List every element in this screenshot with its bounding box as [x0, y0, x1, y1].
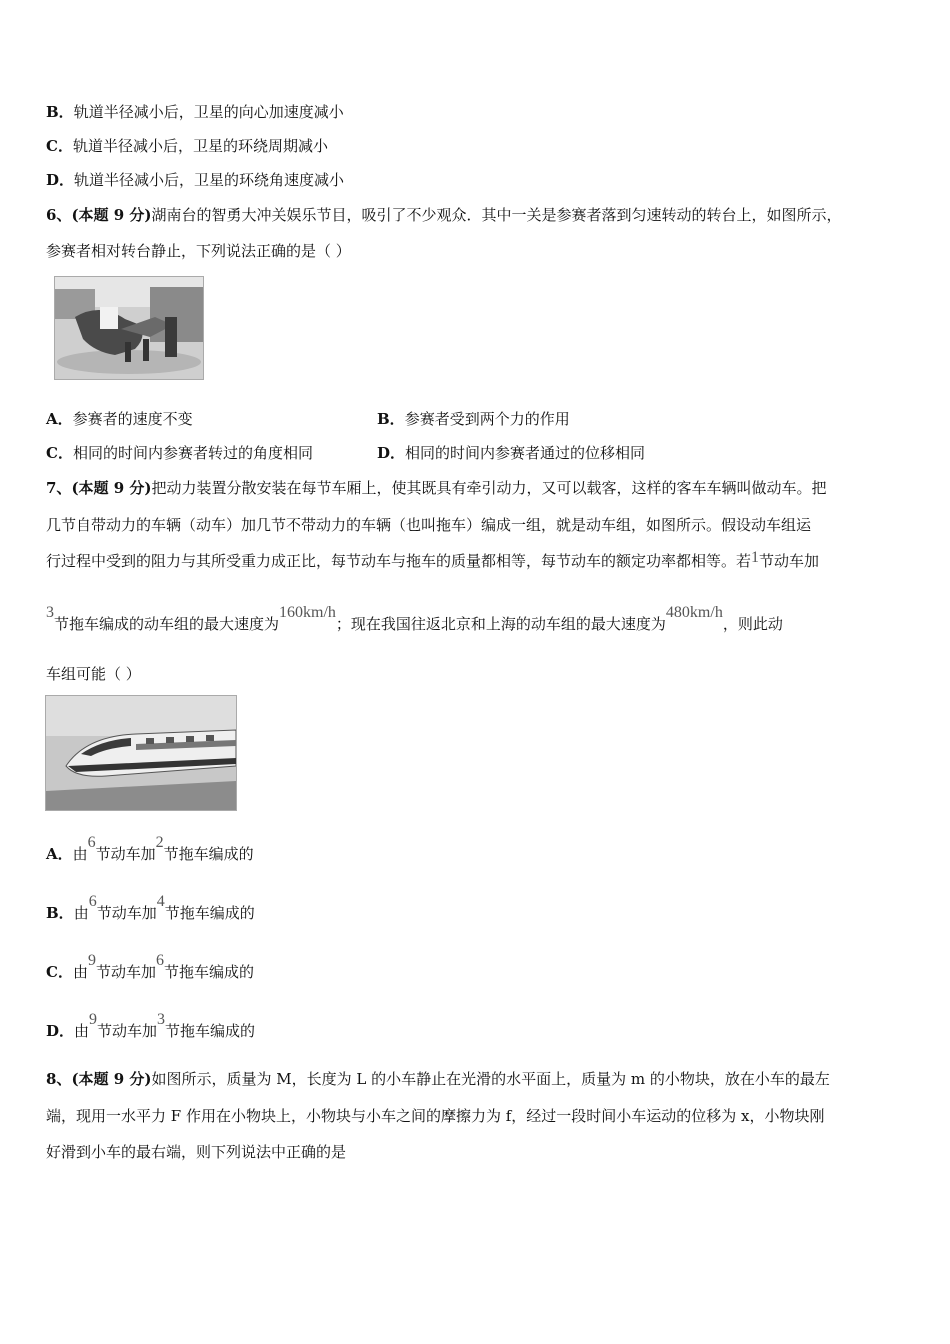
question-text: 节动车加: [759, 552, 820, 570]
option-post: 节拖车编成的: [163, 963, 254, 981]
option-label: C．: [46, 444, 73, 462]
q6-option-d[interactable]: [377, 443, 645, 463]
q6-stem-line1: [46, 205, 842, 225]
bullet-train-photo: [45, 695, 237, 811]
q7-option-b[interactable]: [46, 893, 255, 924]
option-text: 轨道半径减小后，卫星的向心加速度减小: [73, 103, 344, 121]
option-text: 相同的时间内参赛者转过的角度相同: [72, 444, 313, 462]
option-mid: 节动车加: [97, 1022, 158, 1040]
question-text: ；现在我国往返北京和上海的动车组的最大速度为: [335, 615, 666, 633]
option-pre: 由: [74, 1022, 90, 1040]
q5-option-c[interactable]: [46, 136, 328, 156]
q7-stem-line2: 几节自带动力的车辆（动车）加几节不带动力的车辆（也叫拖车）编成一组，就是动车组，如图所示。假设动车组运: [46, 516, 812, 534]
option-pre: 由: [72, 963, 88, 981]
math-speed: 160km/h: [279, 604, 336, 621]
math-number: 9: [87, 952, 96, 969]
question-number: 8、: [46, 1070, 72, 1088]
q8-stem-line2: 端，现用一水平力 F 作用在小物块上，小物块与小车之间的摩擦力为 f，经过一段时间小车运动的位移为 x，小物块刚: [46, 1107, 825, 1125]
option-label: B．: [377, 410, 405, 428]
q7-stem-line1: [46, 478, 827, 498]
option-text: 轨道半径减小后，卫星的环绕角速度减小: [74, 171, 345, 189]
q5-option-b[interactable]: [46, 102, 344, 122]
option-text: 参赛者的速度不变: [72, 410, 193, 428]
question-score: (本题 9 分): [71, 1070, 152, 1088]
option-label: A．: [46, 845, 73, 863]
question-text: 把动力装置分散安装在每节车厢上，使其既具有牵引动力，又可以载客，这样的客车车辆叫做动车。把: [151, 479, 827, 497]
option-mid: 节动车加: [95, 963, 156, 981]
option-label: A．: [46, 410, 73, 428]
q7-stem-line4: [46, 604, 783, 635]
math-number: 2: [155, 834, 164, 851]
question-number: 6、: [46, 206, 72, 224]
option-label: D．: [377, 444, 406, 462]
option-label: B．: [46, 904, 74, 922]
option-label: B．: [46, 103, 74, 121]
q8-stem-line1: [46, 1069, 830, 1089]
q7-stem-line3: [46, 551, 819, 572]
option-pre: 由: [72, 845, 88, 863]
question-text: 如图所示，质量为 M，长度为 L 的小车静止在光滑的水平面上，质量为 m 的小物块，放在小车的最左: [151, 1070, 830, 1088]
q7-option-c[interactable]: [46, 952, 254, 983]
math-number: 9: [89, 1011, 98, 1028]
math-number: 3: [157, 1011, 166, 1028]
q8-stem-line3: 好滑到小车的最右端，则下列说法中正确的是: [46, 1143, 347, 1161]
option-post: 节拖车编成的: [165, 1022, 256, 1040]
option-label: D．: [46, 1022, 75, 1040]
option-text: 参赛者受到两个力的作用: [404, 410, 570, 428]
q7-stem-line5: 车组可能（ ）: [46, 665, 141, 683]
math-number: 6: [155, 952, 164, 969]
turntable-photo: [54, 276, 204, 380]
question-text: 湖南台的智勇大冲关娱乐节目，吸引了不少观众．其中一关是参赛者落到匀速转动的转台上，如图所示，: [151, 206, 842, 224]
q6-option-b[interactable]: [377, 409, 570, 429]
option-text: 轨道半径减小后，卫星的环绕周期减小: [72, 137, 328, 155]
option-mid: 节动车加: [95, 845, 156, 863]
question-text: ，则此动: [722, 615, 783, 633]
q6-option-a[interactable]: [46, 409, 193, 429]
option-post: 节拖车编成的: [163, 845, 254, 863]
option-label: C．: [46, 137, 73, 155]
question-score: (本题 9 分): [71, 206, 152, 224]
math-number: 6: [87, 834, 96, 851]
math-number: 1: [751, 549, 760, 566]
math-number: 4: [156, 893, 165, 910]
q7-option-a[interactable]: [46, 834, 254, 865]
option-label: D．: [46, 171, 75, 189]
option-mid: 节动车加: [96, 904, 157, 922]
q7-option-d[interactable]: [46, 1011, 256, 1042]
q5-option-d[interactable]: [46, 170, 344, 190]
q6-option-c[interactable]: [46, 443, 313, 463]
question-text: 节拖车编成的动车组的最大速度为: [54, 615, 280, 633]
q6-stem-line2: 参赛者相对转台静止，下列说法正确的是（ ）: [46, 242, 351, 260]
option-label: C．: [46, 963, 73, 981]
option-text: 相同的时间内参赛者通过的位移相同: [405, 444, 646, 462]
math-number: 6: [88, 893, 97, 910]
option-post: 节拖车编成的: [164, 904, 255, 922]
math-speed: 480km/h: [665, 604, 723, 621]
question-text: 行过程中受到的阻力与其所受重力成正比，每节动车与拖车的质量都相等，每节动车的额定功率都相等。若: [46, 552, 752, 570]
math-number: 3: [46, 604, 54, 621]
option-pre: 由: [73, 904, 89, 922]
question-score: (本题 9 分): [71, 479, 152, 497]
question-number: 7、: [46, 479, 72, 497]
